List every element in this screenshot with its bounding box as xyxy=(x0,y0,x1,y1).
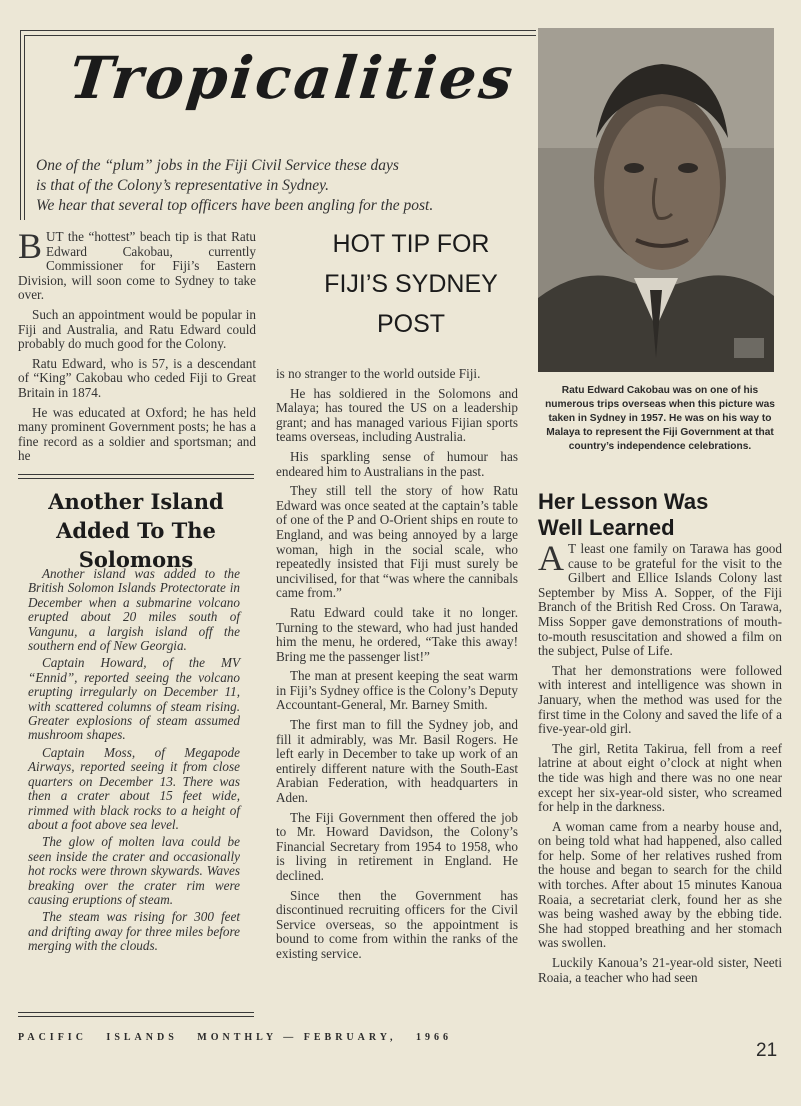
headline-line-2: Well Learned xyxy=(538,515,675,540)
story1-col1-para-1: BUT the “hottest” beach tip is that Ratu Edward Cakobau, currently Commissioner for Fiji’s Eastern Division, will soon come to Sydney to take over. xyxy=(18,226,256,303)
portrait-photo xyxy=(538,28,774,372)
headline-line-1: Her Lesson Was xyxy=(538,489,709,514)
frame-left-line xyxy=(20,30,21,220)
dropcap-b: B xyxy=(18,226,43,266)
story1-col2-para-1: is no stranger to the world outside Fiji. xyxy=(276,366,481,381)
page-number: 21 xyxy=(756,1040,778,1061)
box-bottom-line-inner xyxy=(18,1016,254,1017)
story-headline-hot-tip xyxy=(286,224,536,344)
story3-para-4: A woman came from a nearby house and, on being told what had happened, also called for help. Some of her relatives rushed from the house and began to search for the child with torches. After about 15 minutes Kanoua Roaia, a secretariat clerk, found her as she was being washed away by the ebbing tide. She had stopped breathing and her stomach was swollen. xyxy=(538,818,782,951)
box-top-line xyxy=(18,474,254,475)
story1-col1-para-3: Ratu Edward, who is 57, is a descendant of “King” Cakobau who ceded Fiji to Great Britain in 1874. xyxy=(18,355,256,400)
story2-para-5: The steam was rising for 300 feet and drifting away for three miles before merging with the clouds. xyxy=(28,909,240,954)
story2-para-2: Captain Howard, of the MV “Ennid”, reported seeing the volcano erupting irregularly on December 11, with scattered columns of steam rising. Greater explosions of steam assumed mushroom shapes. xyxy=(28,655,240,743)
story1-column-2 xyxy=(276,367,518,967)
photo-caption: Ratu Edward Cakobau was on one of his numerous trips overseas when this picture was taken in Sydney in 1957. He was on his way to Malaya to represent the Fiji Government at that country’s independence celebrations. xyxy=(545,385,775,452)
story2-para-1: Another island was added to the British Solomon Islands Protectorate in December when a submarine volcano erupted about 20 miles south of Vangunu, a largish island off the southern end of New Georgia. xyxy=(28,566,240,654)
story2-para-3: Captain Moss, of Megapode Airways, reported seeing it from close quarters on December 13. There was then a crater about 15 feet wide, rimmed with black rocks to a height of about a foot above sea level. xyxy=(28,744,240,832)
story3-para-3: The girl, Retita Takirua, fell from a reef latrine at about eight o’clock at night when the tide was high and there was no one near except her six-year-old sister, who screamed for help in the darkness. xyxy=(538,740,782,815)
story1-col1-para-2: Such an appointment would be popular in Fiji and Australia, and Ratu Edward could probably do much good for the Colony. xyxy=(18,306,256,352)
story-headline-her-lesson xyxy=(538,489,788,541)
box-bottom-line xyxy=(18,1012,254,1013)
story1-col2-para-5: Ratu Edward could take it no longer. Turning to the steward, who had just handed him the menu, he ordered, “Take this away! Bring me the passenger list!” xyxy=(276,604,518,664)
frame-top-line-inner xyxy=(24,35,536,36)
headline-line-2: FIJI’S SYDNEY xyxy=(324,270,498,298)
headline-line-3: Solomons xyxy=(78,547,194,572)
dropcap-a: A xyxy=(538,538,564,578)
page-footer: PACIFIC ISLANDS MONTHLY — FEBRUARY, 1966 xyxy=(18,1032,453,1043)
story1-col2-para-9: Since then the Government has discontinued recruiting officers for the Civil Service overseas, so the appointment is bound to come from within the ranks of the existing service. xyxy=(276,887,518,961)
story-headline-another-island xyxy=(20,487,252,574)
story1-col2-para-6: The man at present keeping the seat warm in Fiji’s Sydney office is the Colony’s Deputy Accountant-General, Mr. Barney Smith. xyxy=(276,668,518,713)
intro-line-2: is that of the Colony’s representative in Sydney. xyxy=(36,177,330,194)
story1-col2-para-7: The first man to fill the Sydney job, and fill it admirably, was Mr. Basil Rogers. He left early in December to take up work of an entirely different nature with the South-East Arabian Federation, with headquarters in Aden. xyxy=(276,717,518,806)
box-top-line-inner xyxy=(18,478,254,479)
portrait-illustration xyxy=(538,28,774,372)
story1-col2-para-2: He has soldiered in the Solomons and Malaya; has toured the US on a leadership grant; and has managed various Fijian sports teams overseas, including Australia. xyxy=(276,385,518,445)
headline-line-2: Added To The xyxy=(56,518,216,543)
frame-left-line-inner xyxy=(24,35,25,220)
story1-col2-para-4: They still tell the story of how Ratu Edward was once seated at the captain’s table of one of the P and O-Orient ships en route to England, and was being annoyed by a large woman, high in the social scale, who repeatedly insisted that Fiji must surely be uncivilised, for that “was where the cannibals came from.” xyxy=(276,483,518,601)
story1-column-1 xyxy=(18,226,256,469)
story3-para-1: A T least one family on Tarawa has good cause to be grateful for the visit to the Gilbert and Ellice Islands Colony last September by Miss A. Sopper, of the Fiji Branch of the British Red Cross. On Tarawa, Miss Sopper gave demonstrations of mouth-to-mouth resuscitation and showed a film on the subject, Pulse of Life. xyxy=(538,538,782,659)
story3-body xyxy=(538,538,782,990)
story2-para-4: The glow of molten lava could be seen inside the crater and occasionally hot rocks were thrown skywards. Waves breaking over the crater rim were causing eruptions of steam. xyxy=(28,834,240,907)
story3-para-5: Luckily Kanoua’s 21-year-old sister, Neeti Roaia, a teacher who had seen xyxy=(538,955,782,985)
intro-text xyxy=(36,156,536,216)
headline-line-1: Another Island xyxy=(48,489,224,514)
frame-top-line xyxy=(20,30,536,31)
story1-col2-para-8: The Fiji Government then offered the job to Mr. Howard Davidson, the Colony’s Financial Secretary from 1954 to 1958, who is living in retirement in England. He declined. xyxy=(276,809,518,883)
story1-col1-para-4: He was educated at Oxford; he has held many prominent Government posts; he has a fine record as a soldier and sportsman; and he xyxy=(18,404,256,464)
intro-line-1: One of the “plum” jobs in the Fiji Civil Service these days xyxy=(36,157,399,174)
headline-line-1: HOT TIP FOR xyxy=(332,230,490,258)
section-title: Tropicalities xyxy=(66,44,519,112)
story2-body xyxy=(28,567,240,957)
story3-para-2: That her demonstrations were followed with interest and intelligence was shown in January, when the method was used for the first time in the Colony and saved the life of a five-year-old girl. xyxy=(538,662,782,737)
story1-col2-para-3: His sparkling sense of humour has endeared him to Australians in the past. xyxy=(276,448,518,479)
headline-line-3: POST xyxy=(376,310,446,338)
intro-line-3: We hear that several top officers have been angling for the post. xyxy=(36,197,434,214)
